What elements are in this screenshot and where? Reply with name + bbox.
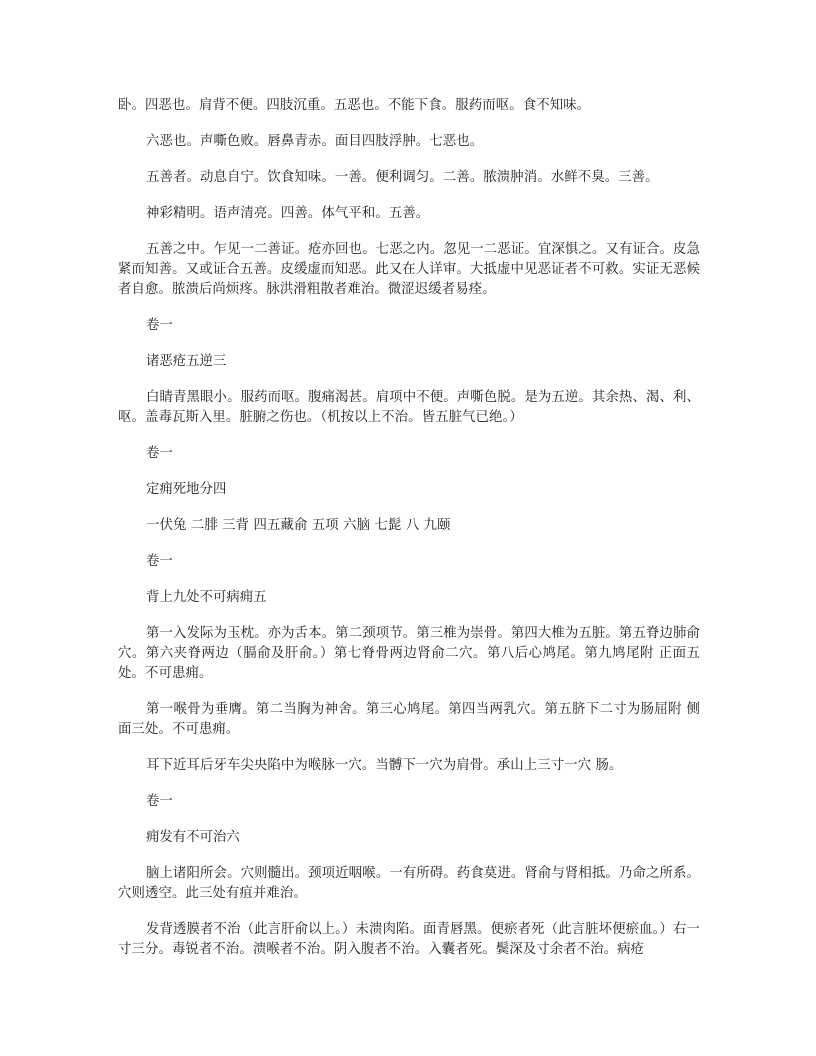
paragraph-7: 一伏兔 二腓 三背 四五藏俞 五项 六脑 七髭 八 九颐: [146, 518, 451, 533]
paragraph-5: 五善之中。乍见一二善证。疮亦回也。七恶之内。忽见一二恶证。宜深惧之。又有证合。皮急紧而知善。又或证合五善。皮缓虚而知恶。此又在人详审。大抵虚中见恶证者不可救。实证无恶候者自愈。脓溃后尚烦疼。脉洪滑粗散者难治。微涩迟缓者易痊。: [118, 242, 700, 297]
section-heading-bu-ke-zhi: 痈发有不可治六: [146, 830, 240, 845]
volume-heading-4: 卷一: [146, 794, 173, 809]
paragraph-3: 五善者。动息自宁。饮食知味。一善。便利调匀。二善。脓溃肿消。水鲜不臭。三善。: [146, 170, 659, 185]
paragraph-12: 发背透膜者不治（此言肝俞以上。）未溃肉陷。面青唇黑。便瘀者死（此言脏坏便瘀血。）右一寸三分。毒锐者不治。溃喉者不治。阴入腹者不治。入囊者死。鬓深及寸余者不治。病疮: [118, 922, 700, 957]
paragraph-6: 白睛青黑眼小。服药而呕。腹痛渴甚。肩项中不便。声嘶色脱。是为五逆。其余热、渴、利、呕。盖毒瓦斯入里。脏腑之伤也。（机按以上不治。皆五脏气已绝。）: [118, 390, 700, 425]
section-heading-wu-ni: 诸恶疮五逆三: [146, 354, 227, 369]
section-heading-jiu-chu: 背上九处不可病痈五: [146, 590, 267, 605]
paragraph-11: 脑上诸阳所会。穴则髓出。颈项近咽喉。一有所碍。药食莫进。肾俞与肾相抵。乃命之所系。穴则透空。此三处有疽并难治。: [118, 866, 700, 901]
volume-heading-2: 卷一: [146, 446, 173, 461]
paragraph-10: 耳下近耳后牙车尖央陷中为喉脉一穴。当髆下一穴为肩骨。承山上三寸一穴 肠。: [146, 758, 623, 773]
volume-heading-1: 卷一: [146, 318, 173, 333]
paragraph-4: 神彩精明。语声清亮。四善。体气平和。五善。: [146, 206, 430, 221]
paragraph-1: 卧。四恶也。肩背不便。四肢沉重。五恶也。不能下食。服药而呕。食不知味。: [118, 98, 591, 113]
section-heading-si-di: 定痈死地分四: [146, 482, 227, 497]
volume-heading-3: 卷一: [146, 554, 173, 569]
document-page: [118, 96, 700, 976]
paragraph-2: 六恶也。声嘶色败。唇鼻青赤。面目四肢浮肿。七恶也。: [146, 134, 484, 149]
paragraph-8: 第一入发际为玉枕。亦为舌本。第二颈项节。第三椎为崇骨。第四大椎为五脏。第五脊边肺俞穴。第六夹脊两边（膈俞及肝俞。）第七脊骨两边肾俞二穴。第八后心鸠尾。第九鸠尾附 正面五处。不可患痈。: [118, 626, 700, 681]
paragraph-9: 第一喉骨为垂膺。第二当胸为神舍。第三心鸠尾。第四当两乳穴。第五脐下二寸为肠屈附 侧面三处。不可患痈。: [118, 702, 700, 737]
